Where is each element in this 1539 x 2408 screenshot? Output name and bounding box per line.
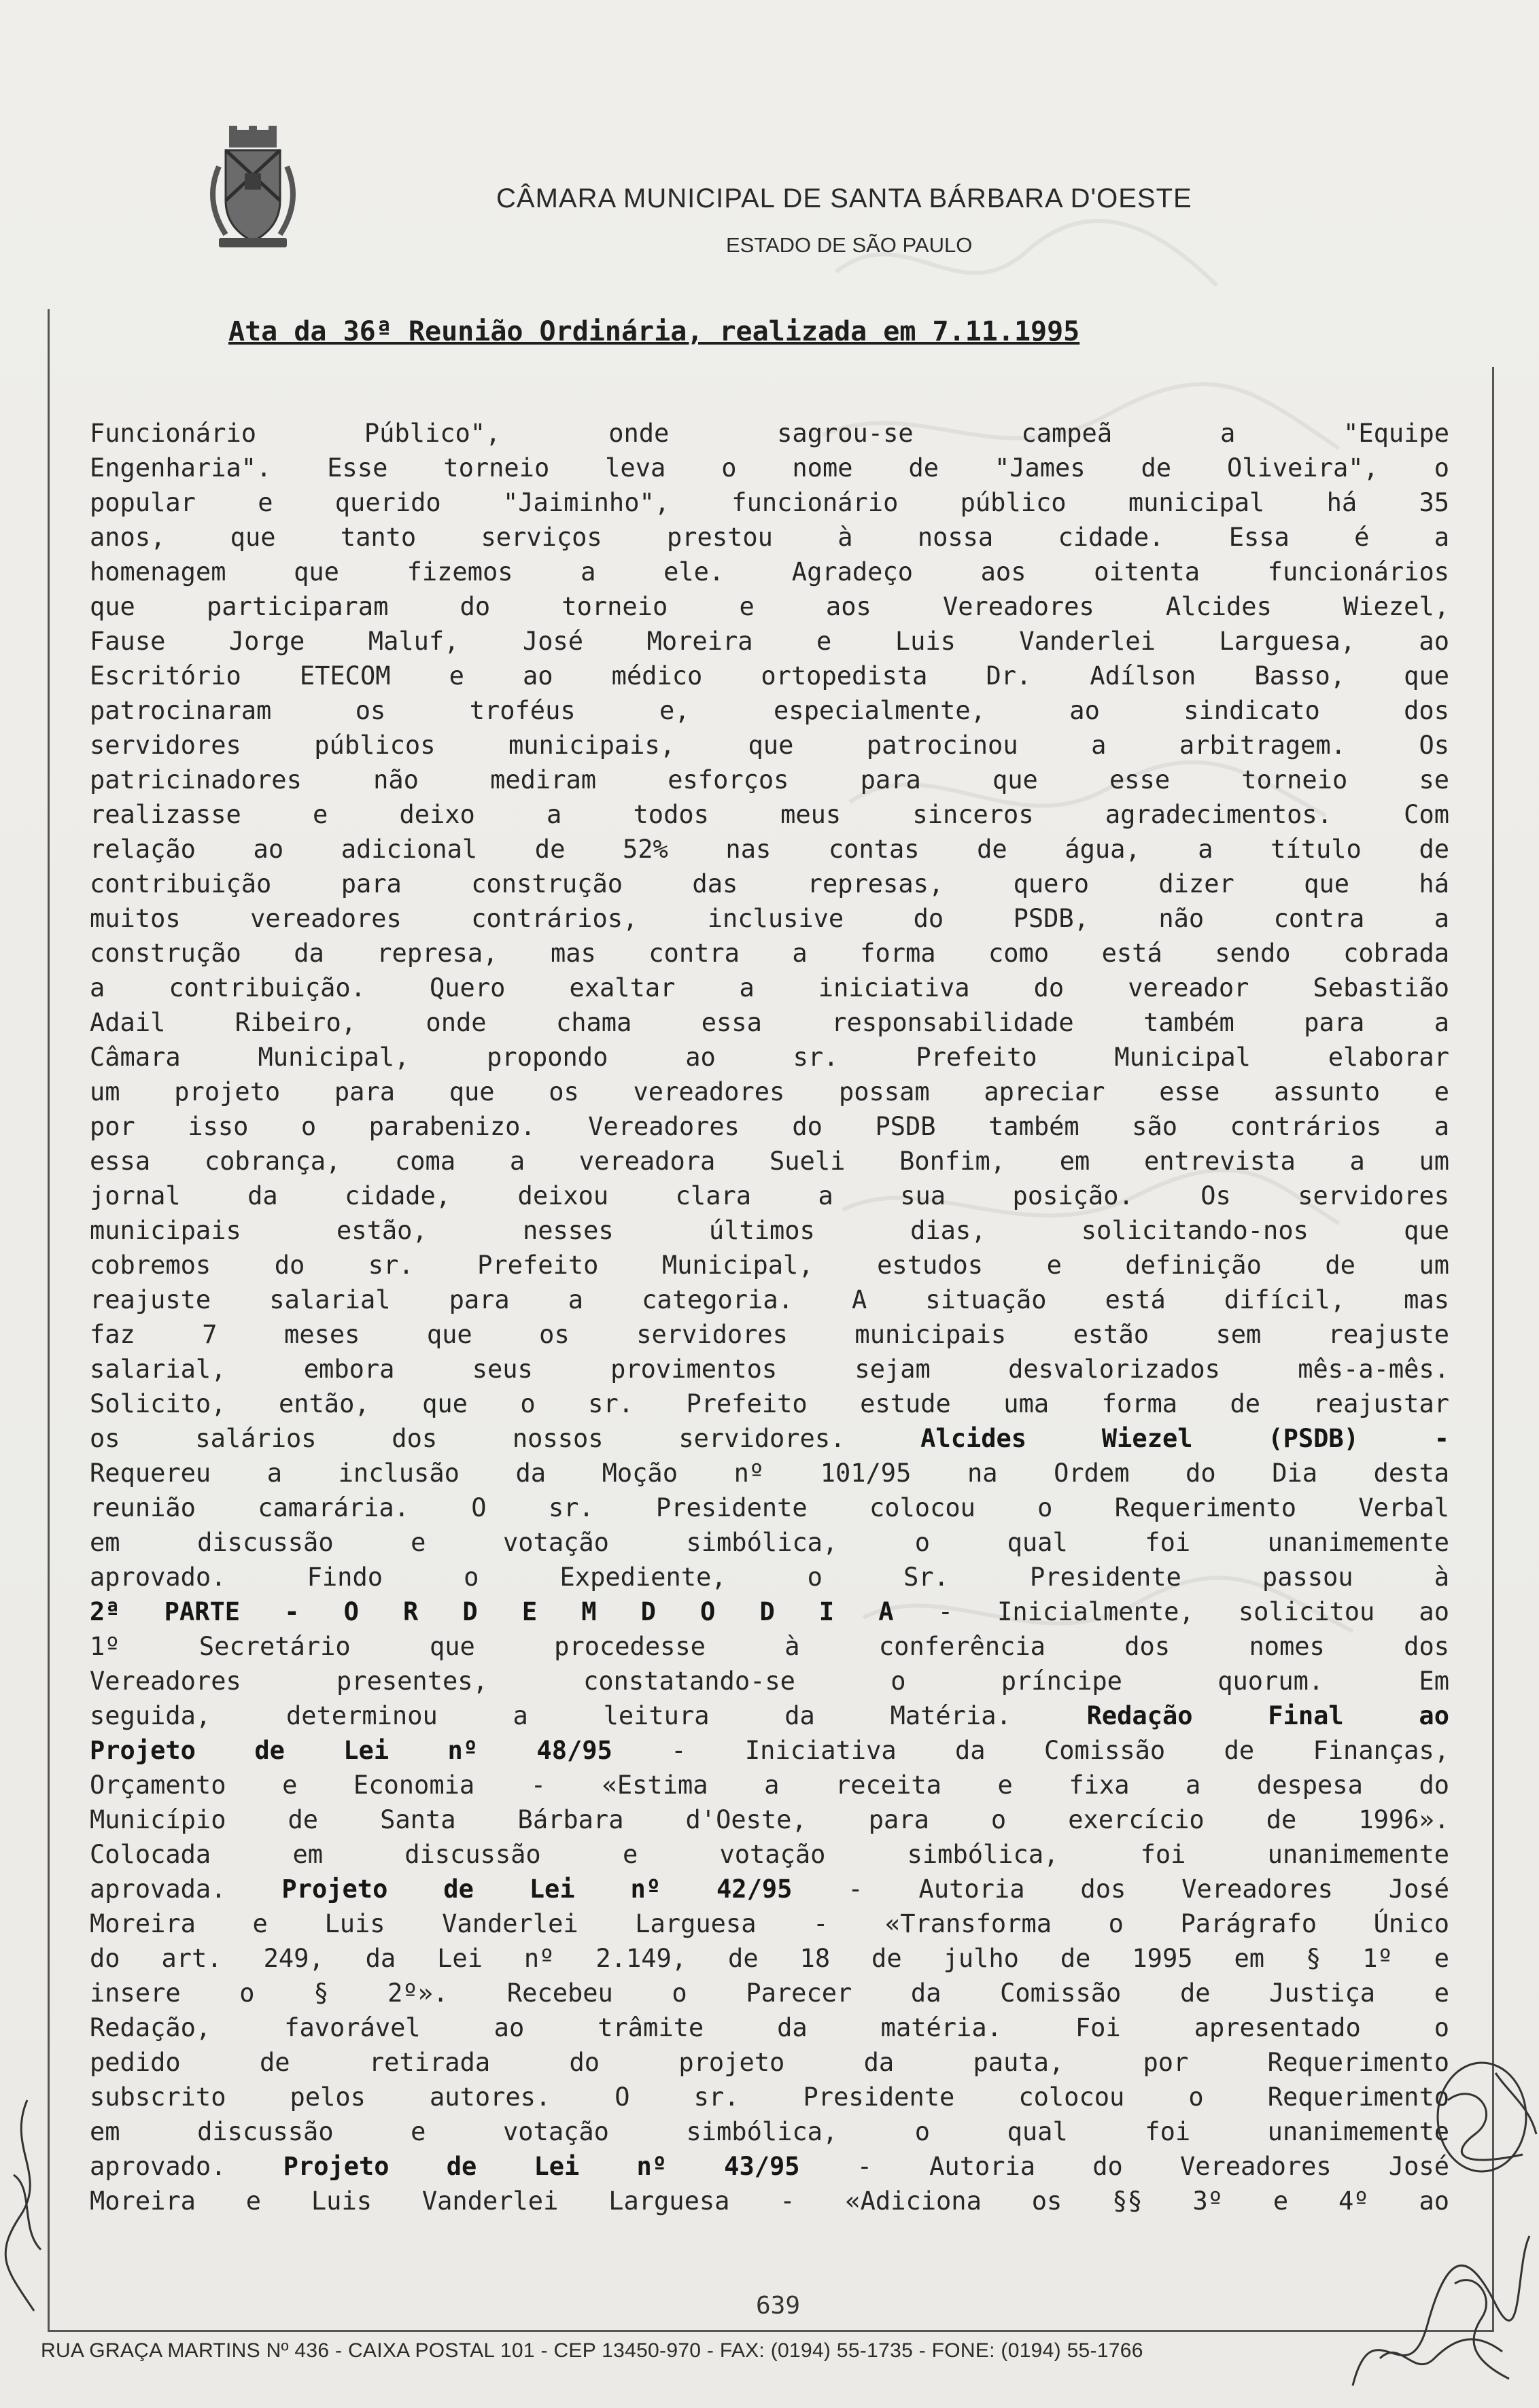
text-line [90, 520, 1449, 555]
text-line [90, 1976, 1449, 2010]
bottom-right-signature [1332, 2222, 1536, 2408]
text-line [90, 1837, 1449, 1872]
text-segment: servidores públicos municipais, que patrocinou a arbitragem. Os [90, 731, 1449, 760]
text-segment: Moreira e Luis Vanderlei Larguesa - «Transforma o Parágrafo Único [90, 1909, 1449, 1938]
text-segment: Orçamento e Economia - «Estima a receita e fixa a despesa do [90, 1770, 1449, 1800]
text-segment: que participaram do torneio e aos Vereadores Alcides Wiezel, [90, 592, 1449, 621]
text-segment: Escritório ETECOM e ao médico ortopedista Dr. Adílson Basso, que [90, 661, 1449, 691]
text-line [90, 485, 1449, 520]
text-line [90, 624, 1449, 659]
text-segment: subscrito pelos autores. O sr. Presidente colocou o Requerimento [90, 2082, 1449, 2112]
text-segment: - Autoria dos Vereadores José [792, 1874, 1449, 1904]
text-line [90, 451, 1449, 485]
text-segment: aprovado. [90, 2152, 283, 2181]
text-line [90, 2114, 1449, 2149]
text-segment: do art. 249, da Lei nº 2.149, de 18 de julho de 1995 em § 1º e [90, 1944, 1449, 1973]
text-segment: Câmara Municipal, propondo ao sr. Prefeito Municipal elaborar [90, 1043, 1449, 1072]
text-segment: um projeto para que os vereadores possam apreciar esse assunto e [90, 1077, 1449, 1106]
bold-text-segment: Redação Final ao [1086, 1701, 1449, 1730]
text-line [90, 1144, 1449, 1179]
text-segment: - Inicialmente, solicitou ao [893, 1597, 1449, 1626]
text-segment: 1º Secretário que procedesse à conferência dos nomes dos [90, 1632, 1449, 1661]
text-line [90, 1872, 1449, 1906]
text-segment: reunião camarária. O sr. Presidente colocou o Requerimento Verbal [90, 1493, 1449, 1522]
organization-state: ESTADO DE SÃO PAULO [726, 233, 973, 257]
organization-name: CÂMARA MUNICIPAL DE SANTA BÁRBARA D'OESTE [496, 184, 1192, 213]
text-segment: Moreira e Luis Vanderlei Larguesa - «Adiciona os §§ 3º e 4º ao [90, 2186, 1449, 2216]
text-line [90, 1317, 1449, 1352]
text-segment: faz 7 meses que os servidores municipais estão sem reajuste [90, 1320, 1449, 1349]
text-line [90, 1594, 1449, 1629]
text-line [90, 1213, 1449, 1248]
text-segment: Município de Santa Bárbara d'Oeste, para o exercício de 1996». [90, 1805, 1449, 1834]
text-line [90, 2010, 1449, 2045]
text-line [90, 1179, 1449, 1213]
text-line [90, 936, 1449, 971]
text-line [90, 832, 1449, 867]
text-segment: - Autoria do Vereadores José [799, 2152, 1449, 2181]
text-segment: relação ao adicional de 52% nas contas de água, a título de [90, 835, 1449, 864]
text-line [90, 1629, 1449, 1664]
text-segment: a contribuição. Quero exaltar a iniciativa do vereador Sebastião [90, 973, 1449, 1002]
text-line [90, 1906, 1449, 1941]
text-line [90, 693, 1449, 728]
text-segment: reajuste salarial para a categoria. A situação está difícil, mas [90, 1285, 1449, 1314]
text-line [90, 2045, 1449, 2080]
text-line [90, 1941, 1449, 1976]
text-segment: Engenharia". Esse torneio leva o nome de "James de Oliveira", o [90, 453, 1449, 483]
text-segment: anos, que tanto serviços prestou à nossa cidade. Essa é a [90, 523, 1449, 552]
text-segment: contribuição para construção das represas, quero dizer que há [90, 869, 1449, 898]
text-segment: Requereu a inclusão da Moção nº 101/95 na Ordem do Dia desta [90, 1459, 1449, 1488]
text-line [90, 1733, 1449, 1768]
text-line [90, 1075, 1449, 1109]
left-margin-rule [48, 309, 50, 2331]
bold-text-segment: 2ª PARTE - O R D E M D O D I A [90, 1597, 894, 1626]
page-number: 639 [756, 2292, 801, 2320]
text-segment: aprovado. Findo o Expediente, o Sr. Presidente passou à [90, 1563, 1449, 1592]
text-line [90, 2149, 1449, 2184]
text-segment: - Iniciativa da Comissão de Finanças, [612, 1736, 1449, 1765]
text-line [90, 867, 1449, 901]
text-line [90, 971, 1449, 1005]
text-line [90, 1698, 1449, 1733]
text-line [90, 1386, 1449, 1421]
text-segment: aprovada. [90, 1874, 282, 1904]
text-line [90, 1421, 1449, 1456]
text-line [90, 589, 1449, 624]
text-line [90, 659, 1449, 693]
text-segment: essa cobrança, coma a vereadora Sueli Bonfim, em entrevista a um [90, 1147, 1449, 1176]
text-line [90, 2184, 1449, 2218]
text-segment: por isso o parabenizo. Vereadores do PSDB também são contrários a [90, 1112, 1449, 1141]
bottom-margin-rule [48, 2330, 1494, 2332]
text-line [90, 1664, 1449, 1698]
text-segment: muitos vereadores contrários, inclusive do PSDB, não contra a [90, 904, 1449, 933]
text-segment: Vereadores presentes, constatando-se o príncipe quorum. Em [90, 1667, 1449, 1696]
text-segment: patricinadores não mediram esforços para que esse torneio se [90, 765, 1449, 795]
text-line [90, 1802, 1449, 1837]
text-line [90, 1248, 1449, 1282]
bold-text-segment: Projeto de Lei nº 43/95 [283, 2152, 800, 2181]
text-line [90, 763, 1449, 797]
text-line [90, 1768, 1449, 1802]
text-segment: em discussão e votação simbólica, o qual foi unanimemente [90, 2117, 1449, 2146]
text-segment: Solicito, então, que o sr. Prefeito estude uma forma de reajustar [90, 1389, 1449, 1418]
text-line [90, 555, 1449, 589]
bold-text-segment: Projeto de Lei nº 42/95 [281, 1874, 793, 1904]
text-line [90, 1352, 1449, 1386]
text-line [90, 1525, 1449, 1560]
document-title: Ata da 36ª Reunião Ordinária, realizada em 7.11.1995 [228, 316, 1080, 347]
bold-text-segment: Alcides Wiezel (PSDB) - [920, 1424, 1449, 1453]
text-segment: seguida, determinou a leitura da Matéria. [90, 1701, 1087, 1730]
text-line [90, 797, 1449, 832]
text-segment: Redação, favorável ao trâmite da matéria. Foi apresentado o [90, 2013, 1449, 2042]
text-segment: em discussão e votação simbólica, o qual foi unanimemente [90, 1528, 1449, 1557]
text-line [90, 2080, 1449, 2114]
right-margin-rule [1492, 367, 1494, 2331]
text-line [90, 416, 1449, 451]
text-line [90, 1109, 1449, 1144]
bold-text-segment: Projeto de Lei nº 48/95 [90, 1736, 612, 1765]
text-segment: construção da represa, mas contra a forma como está sendo cobrada [90, 939, 1449, 968]
text-line [90, 901, 1449, 936]
text-segment: salarial, embora seus provimentos sejam desvalorizados mês-a-mês. [90, 1355, 1449, 1384]
text-segment: pedido de retirada do projeto da pauta, por Requerimento [90, 2048, 1449, 2077]
text-segment: cobremos do sr. Prefeito Municipal, estudos e definição de um [90, 1251, 1449, 1280]
municipal-crest-icon [198, 126, 307, 255]
text-segment: Adail Ribeiro, onde chama essa responsabilidade também para a [90, 1008, 1449, 1037]
text-line [90, 1282, 1449, 1317]
text-line [90, 1005, 1449, 1040]
left-margin-signature [0, 2093, 54, 2318]
text-line [90, 1490, 1449, 1525]
text-line [90, 1560, 1449, 1594]
text-segment: popular e querido "Jaiminho", funcionário público municipal há 35 [90, 488, 1449, 517]
text-segment: Colocada em discussão e votação simbólica, foi unanimemente [90, 1840, 1449, 1869]
text-segment: patrocinaram os troféus e, especialmente, ao sindicato dos [90, 696, 1449, 725]
text-segment: jornal da cidade, deixou clara a sua posição. Os servidores [90, 1181, 1449, 1210]
text-segment: insere o § 2º». Recebeu o Parecer da Comissão de Justiça e [90, 1978, 1449, 2008]
text-segment: Funcionário Público", onde sagrou-se campeã a "Equipe [90, 419, 1449, 448]
text-line [90, 728, 1449, 763]
text-segment: homenagem que fizemos a ele. Agradeço aos oitenta funcionários [90, 557, 1449, 587]
text-segment: Fause Jorge Maluf, José Moreira e Luis Vanderlei Larguesa, ao [90, 627, 1449, 656]
text-segment: municipais estão, nesses últimos dias, solicitando-nos que [90, 1216, 1449, 1245]
text-segment: os salários dos nossos servidores. [90, 1424, 921, 1453]
footer-address: RUA GRAÇA MARTINS Nº 436 - CAIXA POSTAL 101 - CEP 13450-970 - FAX: (0194) 55-1735 - FONE: (0194) 55-1766 [41, 2339, 1143, 2362]
text-line [90, 1456, 1449, 1490]
text-line [90, 1040, 1449, 1075]
text-segment: realizasse e deixo a todos meus sinceros agradecimentos. Com [90, 800, 1449, 829]
minutes-body-text [90, 416, 1449, 2218]
